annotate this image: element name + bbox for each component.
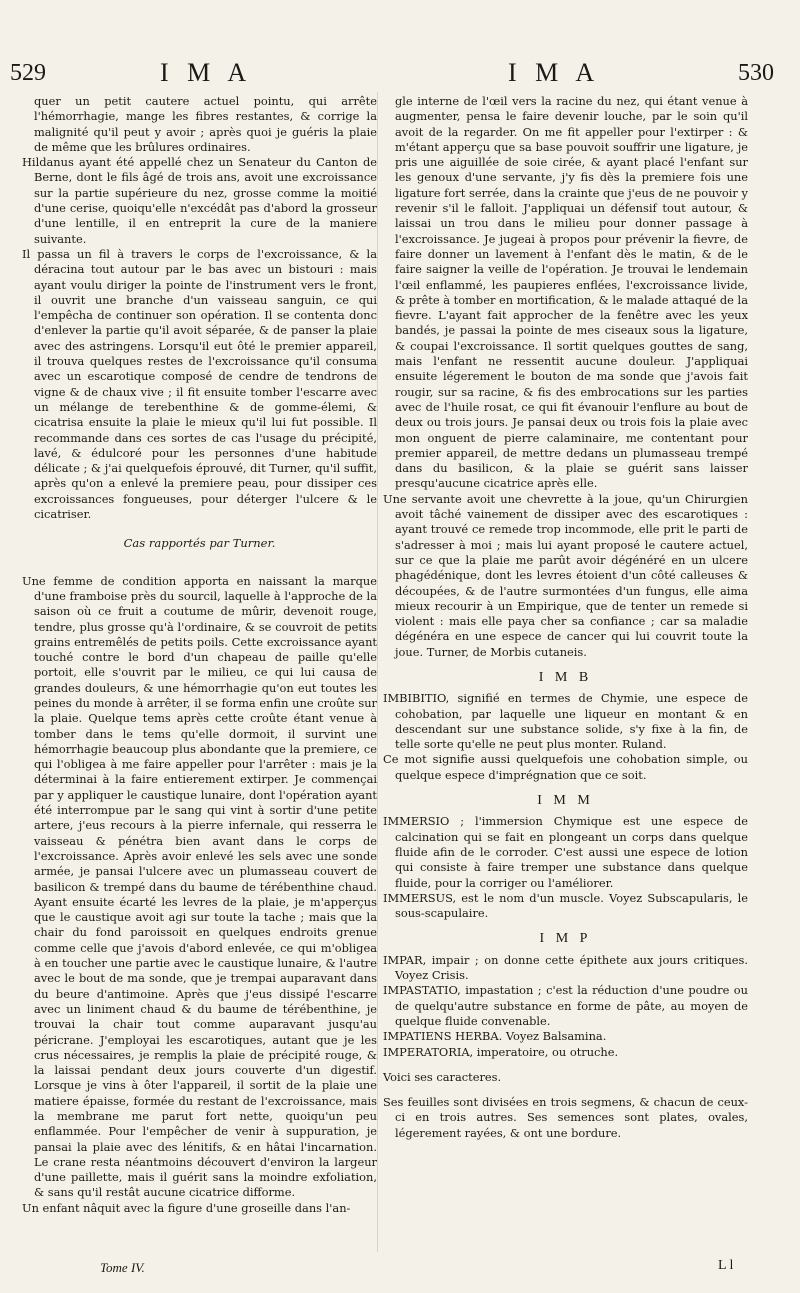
paragraph: Une femme de condition apporta en naissant la marque d'une framboise près du sourcil, laquelle à l'approche de la saison où ce fruit a coutume de mûrir, devenoit rouge, tendre, plus grosse qu'à l'ordinaire, & se couvroit de petits grains entremêlés de petits poils. Cette excroissance ayant touché contre le bord d'un chapeau de paille qu'elle portoit, elle s'ouvrit par le milieu, ce qui lui causa de grandes douleurs, & une hémorrhagie qu'on eut toutes les peines du monde à arrêter, il se forma enfin une croûte sur la plaie. Quelque tems après cette croûte étant venue à tomber dans le tems qu'elle dormoit, il survint une hémorrhagie beaucoup plus abondante que la premiere, ce qui l'obligea à me faire appeller pour l'arrêter : mais je la déterminai à la faire entierement extirper. Je commençai par y appliquer le caustique lunaire, dont l'opération ayant été interrompue par le sang qui vint à sortir d'une petite artere, j'eus recours à la pierre infernale, qui resserra le vaisseau & pénétra bien avant dans le corps de l'excroissance. Après avoir enlevé les sels avec une sonde armée, je pansai l'ulcere avec un plumasseau couvert de basilicon & trempé dans du baume de térébenthine chaud. Ayant ensuite écarté les levres de la plaie, je m'apperçus que le caustique avoit agi sur toute la tache ; mais que la chair du fond paroissoit en quelques endroits grenue comme celle que j'avois d'abord enlevée, ce qui m'obligea à en toucher une partie avec le caustique lunaire, & l'autre avec le bout de ma sonde, que je trempai auparavant dans du beure d'antimoine. Après que j'eus dissipé l'escarre avec un liniment chaud & du baume de térébenthine, je trouvai la chair tout comme auparavant jusqu'au péricrane. J'employai les escarotiques, autant que je les crus nécessaires, je remplis la plaie de précipité rouge, & la laissai pendant deux jours couverte d'un digestif. Lorsque je vins à ôter l'appareil, il sortit de la plaie une matiere épaisse, formée du restant de l'excroissance, mais la membrane me parut fort nette, quoiqu'un peu enflammée. Pour l'empêcher de venir à suppuration, je pansai la plaie avec des lénitifs, & en hâtai l'incarnation. Le crane resta néantmoins découvert d'environ la largeur d'une paillette, mais il guérit sans la moindre exfoliation, & sans qu'il restât aucune cicatrice difforme. [22, 573, 377, 1200]
paragraph: Hildanus ayant été appellé chez un Senateur du Canton de Berne, dont le fils âgé de trois ans, avoit une excroissance sur la partie supérieure du nez, grosse comme la moitié d'une cerise, quoiqu'elle n'excédât pas d'abord la grosseur d'une lentille, il en entreprit la cure de la maniere suivante. [22, 155, 377, 246]
dictionary-entry: IMPAR, impair ; on donne cette épithete aux jours critiques. Voyez Crisis. [383, 952, 748, 983]
column-divider [377, 92, 378, 1252]
paragraph: quer un petit cautere actuel pointu, qui arrête l'hémorrhagie, mange les fibres restantes, & corrige la malignité qu'il peut y avoir ; après quoi je guéris la plaie de même que les brûlures ordinaires. [34, 94, 377, 154]
right-column [383, 94, 748, 1141]
section-subheading: Cas rapportés par Turner. [123, 536, 276, 551]
section-heading-imm: I M M [537, 793, 594, 809]
paragraph: gle interne de l'œil vers la racine du nez, qui étant venue à augmenter, pensa le faire devenir louche, par le soin qu'il avoit de la regarder. On me fit appeller pour l'extirper : & m'étant apperçu que sa base pouvoit souffrir une ligature, je pris une aiguillée de soie cirée, & ayant placé l'enfant sur les genoux d'une servante, j'y fis dès la premiere fois une ligature fort serrée, dans la crainte que j'eus de ne pouvoir y revenir s'il le falloit. J'appliquai un défensif tout autour, & laissai un trou dans le milieu pour donner passage à l'excroissance. Je jugeai à propos pour prévenir la fievre, de faire donner un lavement à l'enfant dès le matin, & de le faire saigner la veille de l'opération. Je trouvai le lendemain l'œil enflammé, les paupieres enflées, l'excroissance livide, & prête à tomber en mortification, & le malade attaqué de la fievre. L'ayant fait approcher de la fenêtre avec les yeux bandés, je passai la pointe de mes ciseaux sous la ligature, & coupai l'excroissance. Il sortit quelques gouttes de sang, mais l'enfant ne ressentit aucune douleur. J'appliquai ensuite légerement le bouton de ma sonde que j'avois fait rougir, sur sa racine, & fis des embrocations sur les parties avec de l'huile rosat, ce qui fit évanouir l'enflure au bout de deux ou trois jours. Je pansai deux ou trois fois la plaie avec mon onguent de pierre calaminaire, me contentant pour premier appareil, de mettre dedans un plumasseau trempé dans du basilicon, & la plaie se guérit sans laisser presqu'aucune cicatrice après elle. [395, 94, 748, 491]
paragraph: Il passa un fil à travers le corps de l'excroissance, & la déracina tout autour par le bas avec un bistouri : mais ayant voulu diriger la pointe de l'instrument vers le front, il ouvrit une branche d'un vaisseau sanguin, ce qui l'empêcha de continuer son opération. Il se contenta donc d'enlever la partie qu'il avoit séparée, & de panser la plaie avec des astringens. Lorsqu'il eut ôté le premier appareil, il trouva quelques restes de l'excroissance qu'il consuma avec un escarotique composé de cendre de tendrons de vigne & de chaux vive ; il fit ensuite tomber l'escarre avec un mélange de terebenthine & de gomme-élemi, & cicatrisa ensuite la plaie le mieux qu'il lui fut possible. Il recommande dans ces sortes de cas l'usage du précipité, lavé, & édulcoré pour les personnes d'une habitude délicate ; & j'ai quelquefois éprouvé, dit Turner, qu'il suffit, après qu'on a enlevé la premiere peau, pour dissiper ces excroissances fongueuses, pour déterger l'ulcere & le cicatriser. [22, 246, 377, 522]
dictionary-entry: Ses feuilles sont divisées en trois segmens, & chacun de ceux-ci en trois autres. Ses semences sont plates, ovales, légerement rayées, & ont une bordure. [383, 1095, 748, 1140]
paragraph: Une servante avoit une chevrette à la joue, qu'un Chirurgien avoit tâché vainement de dissiper avec des escarotiques : ayant trouvé ce remede trop incommode, elle prit le parti de s'adresser à moi ; mais lui ayant proposé le cautere actuel, sur ce que la plaie me parût avoir dégénéré en un ulcere phagédénique, dont les levres étoient d'un côté calleuses & découpées, & de l'autre surmontées d'un fungus, elle aima mieux recourir à un Empirique, que de tenter un remede si violent : mais elle paya cher sa confiance ; car sa maladie dégénéra en une espece de cancer qui lui couvrit toute la joue. Turner, de Morbis cutaneis. [383, 491, 748, 659]
dictionary-entry: IMPERATORIA, imperatoire, ou otruche. [383, 1044, 619, 1059]
paragraph: Un enfant nâquit avec la figure d'une groseille dans l'an- [22, 1200, 351, 1215]
left-page-number: 529 [10, 60, 46, 86]
dictionary-entry: IMMERSIO ; l'immersion Chymique est une espece de calcination qui se fait en plongeant un corps dans quelque fluide afin de le corroder. C'est aussi une espece de lotion qui consiste à faire tremper une substance dans quelque fluide, pour la corriger ou l'améliorer. [383, 814, 748, 890]
right-running-head: I M A [508, 58, 601, 87]
dictionary-entry: IMPATIENS HERBA. Voyez Balsamina. [383, 1029, 607, 1044]
left-running-head: I M A [160, 58, 253, 87]
right-page-number: 530 [738, 60, 774, 86]
volume-label: Tome IV. [100, 1260, 145, 1275]
section-heading-imb: I M B [538, 669, 593, 685]
dictionary-entry: IMBIBITIO, signifié en termes de Chymie, une espece de cohobation, par laquelle une liqueur en montant & en descendant sur une substance solide, s'y fixe à la fin, de telle sorte qu'elle ne peut plus monter. Ruland. [383, 691, 748, 752]
dictionary-entry: IMPASTATIO, impastation ; c'est la réduction d'une poudre ou de quelqu'autre substance en forme de pâte, au moyen de quelque fluide convenable. [383, 983, 748, 1028]
dictionary-entry: Ce mot signifie aussi quelquefois une cohobation simple, ou quelque espece d'imprégnation que ce soit. [383, 752, 748, 782]
left-column [22, 94, 377, 1216]
section-heading-imp: I M P [539, 931, 592, 947]
dictionary-entry: Voici ses caracteres. [383, 1069, 502, 1084]
signature-mark: L l [718, 1258, 734, 1273]
dictionary-entry: IMMERSUS, est le nom d'un muscle. Voyez Subscapularis, le sous-scapulaire. [383, 890, 748, 921]
